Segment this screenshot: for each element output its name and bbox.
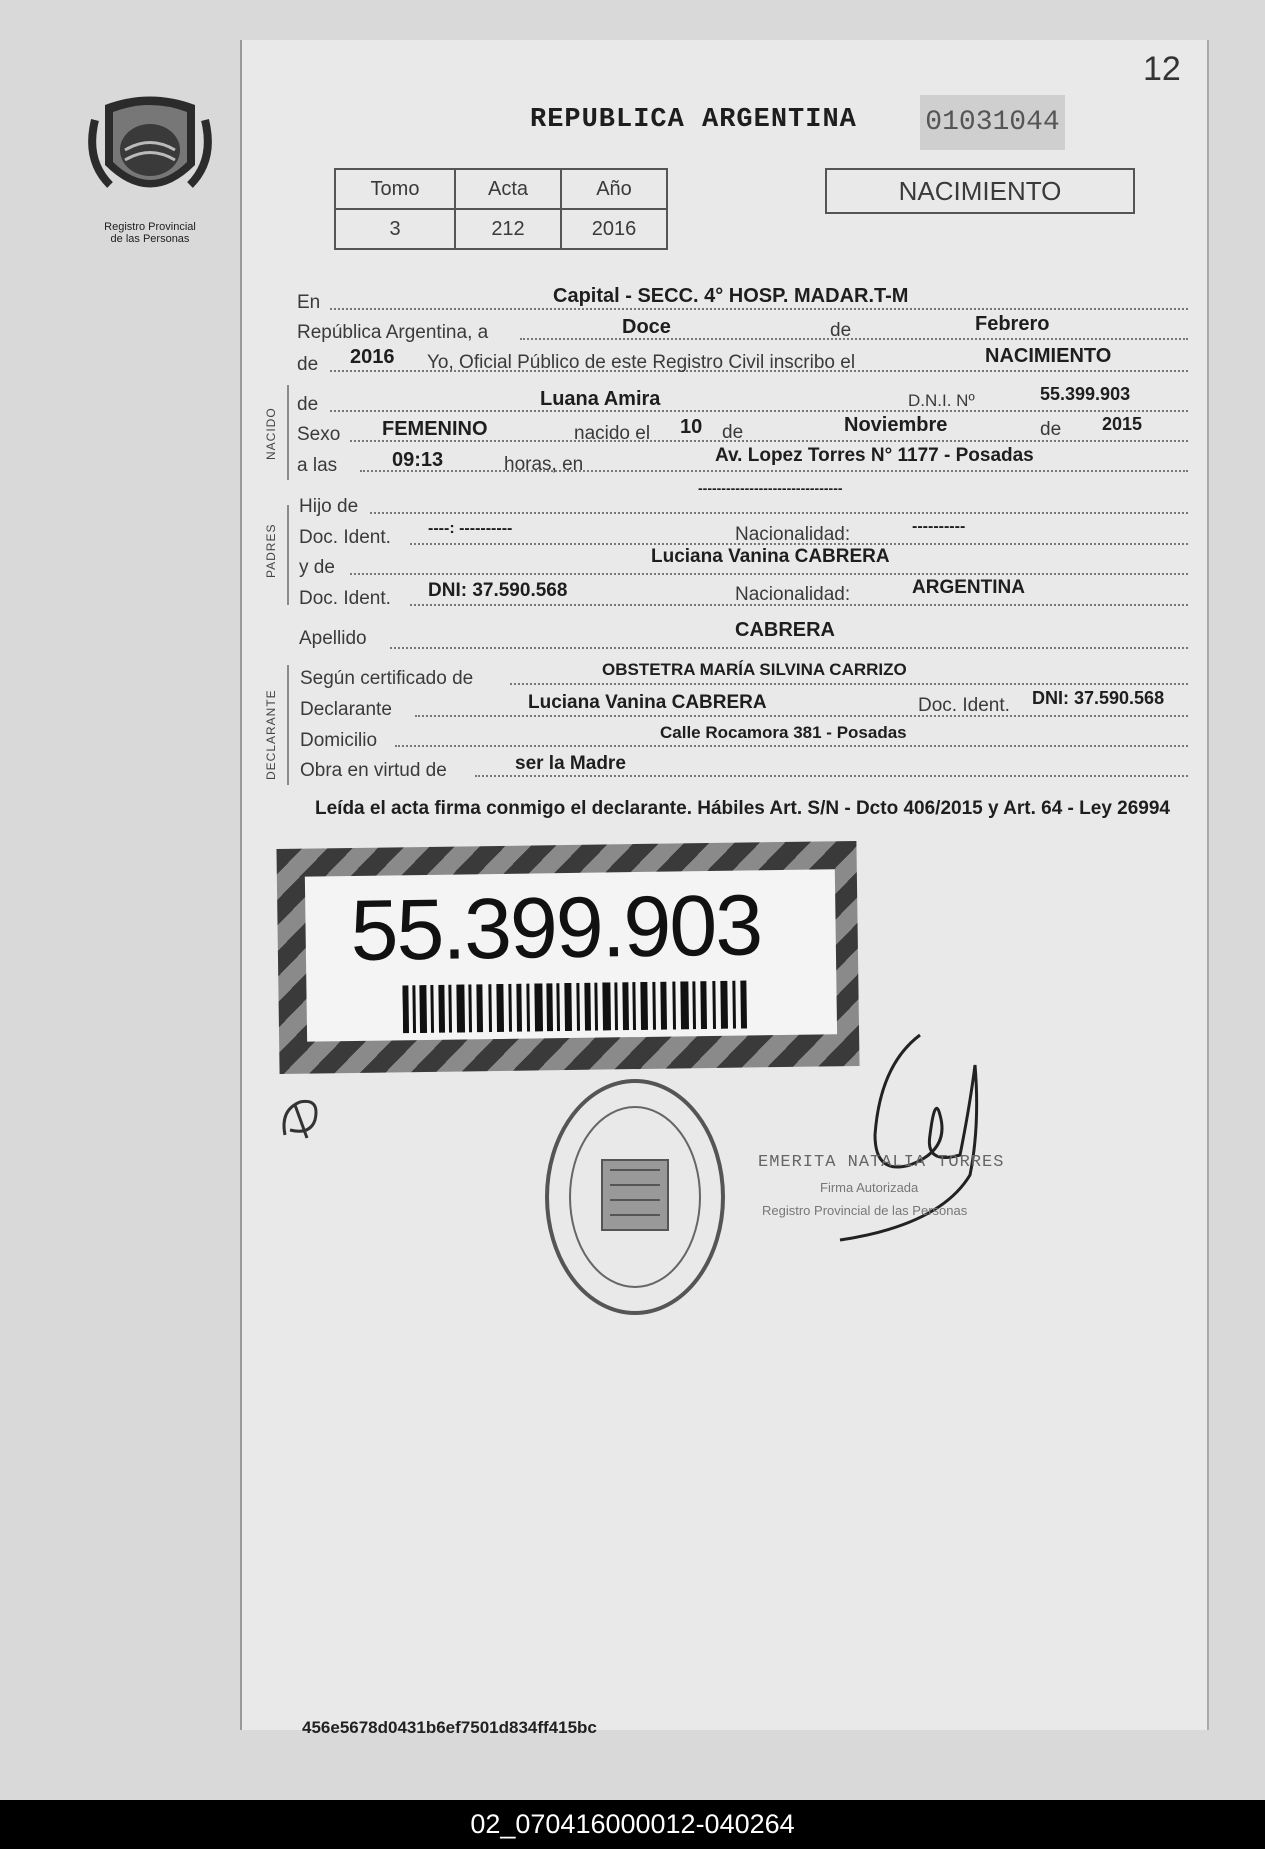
tomo-header: Tomo bbox=[335, 169, 455, 209]
value-padre-doc: ----: ---------- bbox=[428, 520, 513, 537]
value-padre: ------------------------------- bbox=[698, 480, 843, 496]
anio-header: Año bbox=[561, 169, 667, 209]
label-horas-en: horas, en bbox=[504, 454, 584, 475]
value-certificado: OBSTETRA MARÍA SILVINA CARRIZO bbox=[602, 660, 907, 679]
label-a-las: a las bbox=[297, 455, 338, 476]
label-hijo-de: Hijo de bbox=[299, 496, 359, 517]
logo-caption-2: de las Personas bbox=[110, 233, 190, 245]
label-doc-ident-declarante: Doc. Ident. bbox=[918, 695, 1010, 716]
tomo-value: 3 bbox=[335, 209, 455, 249]
value-domicilio: Calle Rocamora 381 - Posadas bbox=[660, 723, 907, 742]
label-doc-ident-padre: Doc. Ident. bbox=[299, 527, 391, 548]
doc-type-box bbox=[825, 168, 1135, 214]
closing-text: Leída el acta firma conmigo el declarante. Hábiles Art. S/N - Dcto 406/2015 y Art. 64 - Ley 26994 bbox=[315, 798, 1170, 819]
label-domicilio: Domicilio bbox=[300, 730, 378, 751]
value-apellido: CABRERA bbox=[735, 619, 835, 641]
label-nacionalidad-madre: Nacionalidad: bbox=[735, 584, 851, 605]
registry-logo bbox=[85, 90, 215, 250]
value-mes: Febrero bbox=[975, 313, 1050, 335]
label-nacido-el: nacido el bbox=[574, 423, 651, 444]
value-acto: NACIMIENTO bbox=[985, 345, 1112, 367]
registry-table bbox=[334, 168, 668, 250]
value-lugar-nac: Av. Lopez Torres N° 1177 - Posadas bbox=[715, 445, 1034, 466]
doc-type-label: NACIMIENTO bbox=[898, 176, 1062, 206]
label-de-anio: de bbox=[297, 354, 319, 375]
label-doc-ident-madre: Doc. Ident. bbox=[299, 588, 391, 609]
value-dia: Doce bbox=[622, 316, 671, 338]
side-label-nacido: NACIDO bbox=[264, 407, 278, 460]
label-de-mes-nac: de bbox=[722, 422, 744, 443]
label-segun: Según certificado de bbox=[300, 668, 474, 689]
label-en: En bbox=[297, 292, 321, 313]
barcode-label bbox=[305, 869, 837, 1041]
side-label-padres: PADRES bbox=[264, 523, 278, 578]
label-republica: República Argentina, a bbox=[297, 322, 489, 343]
value-obra: ser la Madre bbox=[515, 753, 626, 774]
label-obra: Obra en virtud de bbox=[300, 760, 447, 781]
official-title: Firma Autorizada bbox=[820, 1180, 919, 1195]
label-declarante: Declarante bbox=[300, 699, 392, 720]
label-nacionalidad-padre: Nacionalidad: bbox=[735, 524, 851, 545]
label-de-mes: de bbox=[830, 320, 852, 341]
label-sexo: Sexo bbox=[297, 424, 341, 445]
value-hora: 09:13 bbox=[392, 449, 444, 471]
label-yo: Yo, Oficial Público de este Registro Civil inscribo el bbox=[427, 352, 856, 373]
value-declarante-doc: DNI: 37.590.568 bbox=[1032, 688, 1165, 708]
official-registry: Registro Provincial de las Personas bbox=[762, 1203, 968, 1218]
initials-mark-icon bbox=[275, 1090, 327, 1145]
value-sexo: FEMENINO bbox=[382, 418, 488, 440]
barcode-icon bbox=[402, 980, 753, 1033]
value-mes-nac: Noviembre bbox=[844, 414, 948, 436]
label-dni: D.N.I. Nº bbox=[908, 391, 975, 410]
footer-code: 02_070416000012-040264 bbox=[470, 1809, 795, 1839]
side-label-declarante: DECLARANTE bbox=[264, 689, 278, 780]
serial-number: 01031044 bbox=[920, 95, 1065, 150]
official-seal bbox=[540, 1075, 730, 1320]
footer-code-bar bbox=[0, 1800, 1265, 1849]
value-madre: Luciana Vanina CABRERA bbox=[651, 546, 890, 567]
sticker-number: 55.399.903 bbox=[349, 877, 762, 980]
seal-icon bbox=[540, 1075, 730, 1320]
label-apellido: Apellido bbox=[299, 628, 367, 649]
label-y-de: y de bbox=[299, 557, 335, 578]
value-dni: 55.399.903 bbox=[1040, 384, 1131, 404]
value-declarante: Luciana Vanina CABRERA bbox=[528, 692, 767, 713]
country-title: REPUBLICA ARGENTINA bbox=[530, 105, 857, 135]
province-crest-icon bbox=[85, 90, 215, 210]
anio-value: 2016 bbox=[561, 209, 667, 249]
barcode-sticker bbox=[276, 841, 859, 1074]
label-de-nombre: de bbox=[297, 394, 319, 415]
official-name: EMERITA NATALIA TORRES bbox=[758, 1153, 1005, 1172]
logo-caption-1: Registro Provincial bbox=[104, 221, 196, 233]
value-anio-nac: 2015 bbox=[1102, 414, 1143, 434]
value-madre-nac: ARGENTINA bbox=[912, 577, 1025, 598]
page-number: 12 bbox=[1143, 50, 1181, 88]
value-lugar: Capital - SECC. 4° HOSP. MADAR.T-M bbox=[553, 285, 909, 307]
value-padre-nac: ---------- bbox=[912, 518, 966, 535]
value-madre-doc: DNI: 37.590.568 bbox=[428, 580, 568, 601]
document-hash: 456e5678d0431b6ef7501d834ff415bc bbox=[302, 1718, 597, 1737]
acta-value: 212 bbox=[455, 209, 561, 249]
label-de-anio-nac: de bbox=[1040, 419, 1062, 440]
acta-header: Acta bbox=[455, 169, 561, 209]
value-nombre: Luana Amira bbox=[540, 388, 661, 410]
value-dia-nac: 10 bbox=[680, 416, 703, 438]
value-anio: 2016 bbox=[350, 346, 395, 368]
